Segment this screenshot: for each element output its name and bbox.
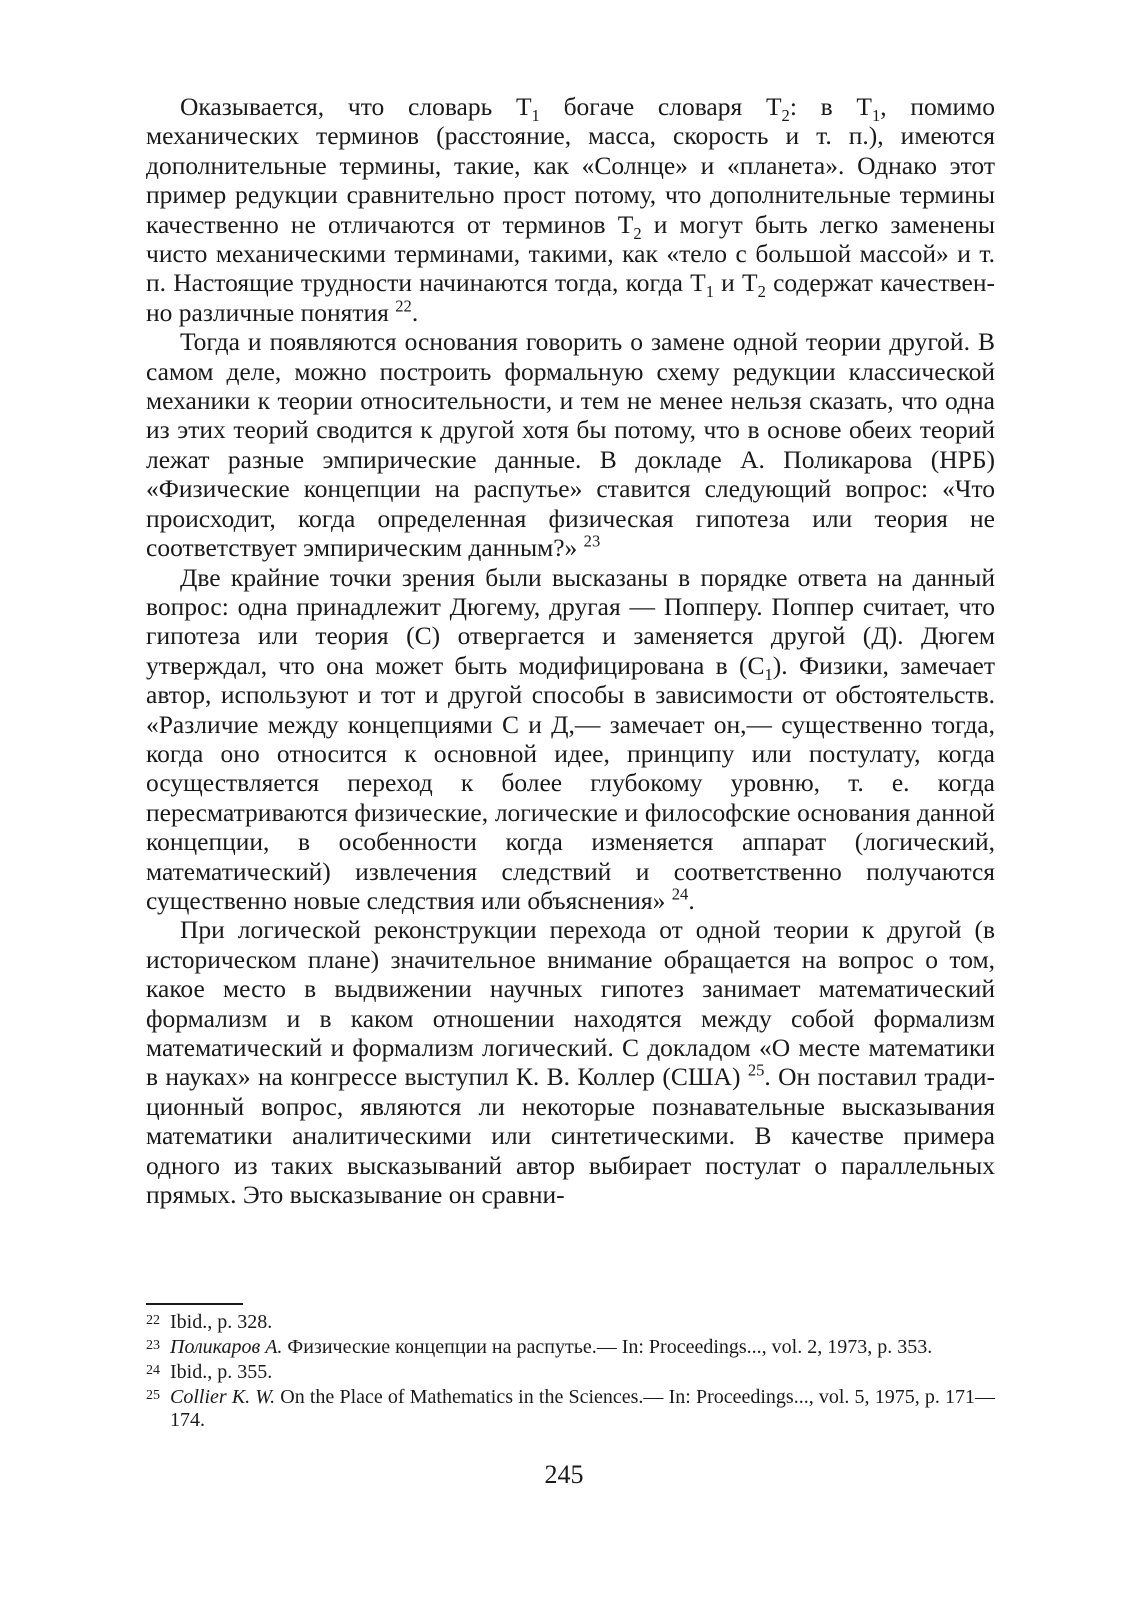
subscript-index: 2 <box>633 223 642 243</box>
footnote-reference: 25 <box>747 1060 765 1080</box>
subscript-index: 1 <box>531 106 540 126</box>
footnotes <box>146 1303 995 1432</box>
subscript-index: 2 <box>757 282 766 302</box>
footnote-23 <box>146 1334 995 1359</box>
paragraph-3: Две крайние точки зрения были высказаны в порядке ответа на данный вопрос: одна принадлежит Дюгему, другая — Попперу. Поппер считает, что гипотеза или теория (С) отвергается и заменяется другой (Д). Дюгем утверждал, что она может быть модифицирована в $(С_1)$. Физики, замечает автор, используют и тот и другой способы в зависимости от обстоятельств. «Различие между концепциями С и Д,— замечает он,— существенно тогда, когда оно относится к основной идее, принципу или постулату, когда осуществляется переход к более глубокому уровню, т. е. когда пересматриваются физические, логические и философские основания данной концепции, в особенности когда изменяется аппарат (логический, математический) извлечения следствий и соответственно получаются существенно новые следствия или объяснения» $^{24}$. <box>146 562 996 915</box>
paragraph-4: При логической реконструкции перехода от одной теории к другой (в историческом плане) значительное внимание обращается на вопрос о том, какое место в выдвижении научных гипотез занимает математический формализм и в каком отношении находятся между собой формализм математический и формализм логический. С докладом «О месте математики в науках» на конгрессе выступил К. В. Коллер (США) $^{25}$. Он поставил традиционный вопрос, являются ли некоторые познавательные высказывания математики аналитическими или синтетическими. В качестве примера одного из таких высказываний автор выбирает постулат о параллельных прямых. Это высказывание он сравни- <box>146 915 995 1210</box>
footnote-author: Collier K. W. <box>170 1386 276 1408</box>
footnote-divider <box>146 1303 243 1305</box>
footnote-number: 25 <box>146 1388 160 1403</box>
page-number: 245 <box>544 1460 584 1489</box>
paragraph-2: Тогда и появляются основания говорить о замене одной теории другой. В самом деле, можно построить формальную схему редукции классической механики к теории относительности, и тем не менее нельзя сказать, что одна из этих теорий сводится к другой хотя бы потому, что в основе обеих теорий лежат разные эмпирические данные. В докладе А. Поликарова (НРБ) «Физические концепции на распутье» ставится следующий вопрос: «Что происходит, когда определенная физическая гипотеза или теория не соответствует эмпирическим данным?» $^{23}$ <box>146 327 995 563</box>
main-text <box>146 92 995 1209</box>
footnote-number: 24 <box>146 1363 160 1378</box>
paragraph-1: Оказывается, что словарь $Т_1$ богаче словаря $Т_2$: в $Т_1$, помимо механических терминов (расстояние, масса, скорость и т. п.), имеются дополнительные термины, такие, как «Солнце» и «планета». Однако этот пример редукции сравнительно прост потому, что дополнительные термины качественно не отличаются от терминов $Т_2$ и могут быть легко заменены чисто механическими терминами, такими, как «тело с большой массой» и т. п. Настоящие трудности начинаются тогда, когда $Т_1$ и $Т_2$ содержат качественно различные понятия $^{22}$. <box>146 92 996 327</box>
footnote-number: 23 <box>146 1338 160 1353</box>
footnote-text: On the Place of Mathematics in the Sciences.— In: Proceedings..., vol. 5, 1975, p. 171—174. <box>170 1386 995 1431</box>
footnote-number: 22 <box>146 1313 160 1328</box>
subscript-index: 2 <box>781 106 790 126</box>
footnote-text: Ibid., p. 328. <box>170 1311 273 1333</box>
footnote-text: Ibid., p. 355. <box>170 1361 273 1383</box>
footnote-text: Физические концепции на распутье.— In: Proceedings..., vol. 2, 1973, p. 353. <box>282 1336 933 1358</box>
footnote-25 <box>146 1384 995 1432</box>
footnote-reference: 23 <box>583 531 601 551</box>
subscript-index: 1 <box>764 664 773 684</box>
subscript-index: 1 <box>705 282 714 302</box>
footnote-author: Поликаров А. <box>170 1336 283 1358</box>
footnote-reference: 24 <box>671 884 689 904</box>
footnote-24 <box>146 1359 995 1384</box>
footnote-22 <box>146 1309 995 1334</box>
footnote-reference: 22 <box>395 296 412 316</box>
subscript-index: 1 <box>872 106 881 126</box>
